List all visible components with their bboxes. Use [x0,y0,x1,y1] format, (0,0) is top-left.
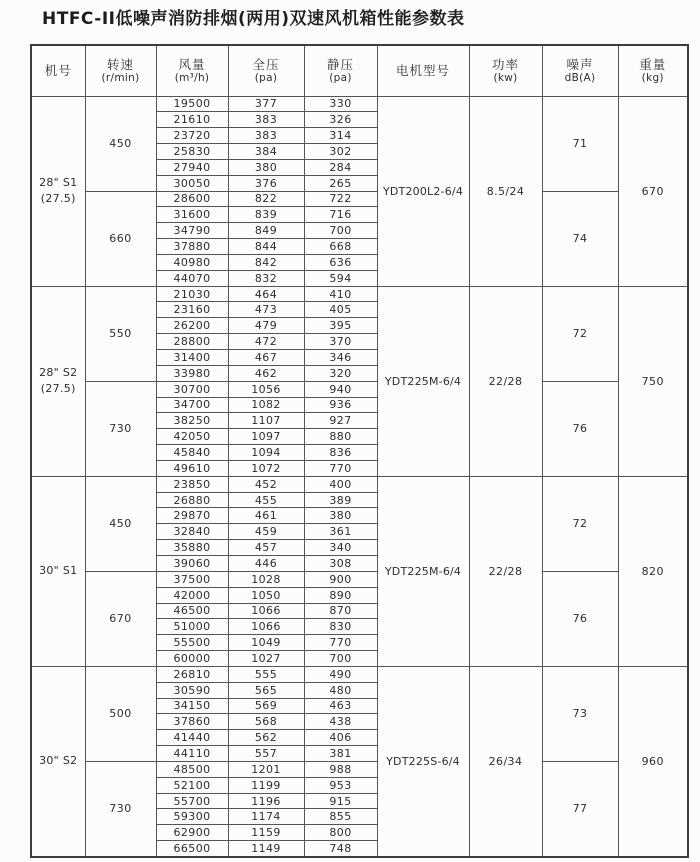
speed-cell: 730 [85,381,156,476]
static-pressure-cell: 748 [304,841,377,857]
static-pressure-cell: 405 [304,302,377,318]
static-pressure-cell: 346 [304,350,377,366]
static-pressure-cell: 480 [304,682,377,698]
header-label: 功率 [491,56,519,72]
motor-model-cell: YDT225M-6/4 [377,476,469,666]
machine-no-cell [31,286,85,476]
table-body [31,96,688,857]
static-pressure-cell: 800 [304,825,377,841]
speed-cell: 500 [85,666,156,761]
static-pressure-cell: 988 [304,761,377,777]
total-pressure-cell: 555 [228,666,304,682]
air-volume-cell: 30590 [156,682,228,698]
total-pressure-cell: 452 [228,476,304,492]
air-volume-cell: 37860 [156,714,228,730]
static-pressure-cell: 770 [304,460,377,476]
static-pressure-cell: 890 [304,587,377,603]
air-volume-cell: 34700 [156,397,228,413]
air-volume-cell: 30700 [156,381,228,397]
static-pressure-cell: 716 [304,207,377,223]
static-pressure-cell: 389 [304,492,377,508]
air-volume-cell: 31400 [156,350,228,366]
air-volume-cell: 34150 [156,698,228,714]
air-volume-cell: 28800 [156,334,228,350]
total-pressure-cell: 455 [228,492,304,508]
total-pressure-cell: 1028 [228,571,304,587]
static-pressure-cell: 410 [304,286,377,302]
static-pressure-cell: 830 [304,619,377,635]
header-unit: (m³/h) [174,72,210,85]
static-pressure-cell: 400 [304,476,377,492]
power-cell: 22/28 [469,286,542,476]
noise-cell: 76 [542,381,618,476]
air-volume-cell: 30050 [156,175,228,191]
air-volume-cell: 42050 [156,429,228,445]
air-volume-cell: 21030 [156,286,228,302]
machine-no-line1: 28" S1 [39,176,78,190]
header-motor-model [377,45,469,96]
total-pressure-cell: 1049 [228,635,304,651]
static-pressure-cell: 594 [304,270,377,286]
total-pressure-cell: 1072 [228,460,304,476]
speed-cell: 730 [85,761,156,856]
total-pressure-cell: 562 [228,730,304,746]
air-volume-cell: 39060 [156,555,228,571]
total-pressure-cell: 1201 [228,761,304,777]
total-pressure-cell: 467 [228,350,304,366]
air-volume-cell: 45840 [156,445,228,461]
static-pressure-cell: 936 [304,397,377,413]
total-pressure-cell: 839 [228,207,304,223]
total-pressure-cell: 844 [228,239,304,255]
table-row [31,381,688,397]
header-machine-no [31,45,85,96]
total-pressure-cell: 842 [228,254,304,270]
total-pressure-cell: 1174 [228,809,304,825]
total-pressure-cell: 380 [228,159,304,175]
air-volume-cell: 55700 [156,793,228,809]
air-volume-cell: 23850 [156,476,228,492]
table-row [31,286,688,302]
static-pressure-cell: 870 [304,603,377,619]
static-pressure-cell: 700 [304,223,377,239]
static-pressure-cell: 855 [304,809,377,825]
header-speed [85,45,156,96]
air-volume-cell: 31600 [156,207,228,223]
total-pressure-cell: 377 [228,96,304,112]
machine-no-cell [31,476,85,666]
weight-cell: 960 [618,666,688,856]
total-pressure-cell: 383 [228,112,304,128]
total-pressure-cell: 1159 [228,825,304,841]
header-unit: (kw) [493,72,518,85]
static-pressure-cell: 406 [304,730,377,746]
static-pressure-cell: 265 [304,175,377,191]
total-pressure-cell: 1082 [228,397,304,413]
static-pressure-cell: 308 [304,555,377,571]
table-row [31,96,688,112]
table-row [31,476,688,492]
speed-cell: 660 [85,191,156,286]
air-volume-cell: 44070 [156,270,228,286]
static-pressure-cell: 953 [304,777,377,793]
page-title: HTFC-II低噪声消防排烟(两用)双速风机箱性能参数表 [42,9,465,29]
total-pressure-cell: 473 [228,302,304,318]
air-volume-cell: 28600 [156,191,228,207]
total-pressure-cell: 1149 [228,841,304,857]
header-unit: (pa) [254,72,278,85]
total-pressure-cell: 1066 [228,619,304,635]
total-pressure-cell: 565 [228,682,304,698]
static-pressure-cell: 438 [304,714,377,730]
air-volume-cell: 19500 [156,96,228,112]
total-pressure-cell: 1027 [228,651,304,667]
static-pressure-cell: 940 [304,381,377,397]
static-pressure-cell: 770 [304,635,377,651]
air-volume-cell: 46500 [156,603,228,619]
header-label: 电机型号 [395,62,450,78]
air-volume-cell: 49610 [156,460,228,476]
speed-cell: 670 [85,571,156,666]
static-pressure-cell: 380 [304,508,377,524]
total-pressure-cell: 462 [228,365,304,381]
table-header-row [31,45,688,96]
air-volume-cell: 51000 [156,619,228,635]
air-volume-cell: 44110 [156,746,228,762]
static-pressure-cell: 900 [304,571,377,587]
total-pressure-cell: 822 [228,191,304,207]
machine-no-cell [31,666,85,856]
air-volume-cell: 59300 [156,809,228,825]
header-unit: dB(A) [564,72,596,85]
header-unit: (r/min) [101,72,140,85]
air-volume-cell: 29870 [156,508,228,524]
static-pressure-cell: 395 [304,318,377,334]
total-pressure-cell: 1196 [228,793,304,809]
total-pressure-cell: 1056 [228,381,304,397]
air-volume-cell: 52100 [156,777,228,793]
header-air-volume [156,45,228,96]
static-pressure-cell: 370 [304,334,377,350]
air-volume-cell: 38250 [156,413,228,429]
total-pressure-cell: 849 [228,223,304,239]
total-pressure-cell: 1094 [228,445,304,461]
performance-table [30,44,689,858]
total-pressure-cell: 568 [228,714,304,730]
air-volume-cell: 62900 [156,825,228,841]
static-pressure-cell: 722 [304,191,377,207]
air-volume-cell: 25830 [156,144,228,160]
air-volume-cell: 26810 [156,666,228,682]
total-pressure-cell: 464 [228,286,304,302]
noise-cell: 76 [542,571,618,666]
air-volume-cell: 26880 [156,492,228,508]
header-unit: (kg) [641,72,664,85]
total-pressure-cell: 457 [228,540,304,556]
total-pressure-cell: 459 [228,524,304,540]
table-row [31,191,688,207]
table-row [31,761,688,777]
total-pressure-cell: 384 [228,144,304,160]
air-volume-cell: 37880 [156,239,228,255]
total-pressure-cell: 1066 [228,603,304,619]
header-label: 风量 [178,56,206,72]
static-pressure-cell: 314 [304,128,377,144]
total-pressure-cell: 1050 [228,587,304,603]
header-label: 噪声 [566,56,594,72]
static-pressure-cell: 302 [304,144,377,160]
noise-cell: 73 [542,666,618,761]
total-pressure-cell: 461 [228,508,304,524]
machine-no-line2: (27.5) [40,382,76,396]
static-pressure-cell: 320 [304,365,377,381]
air-volume-cell: 33980 [156,365,228,381]
air-volume-cell: 37500 [156,571,228,587]
static-pressure-cell: 361 [304,524,377,540]
static-pressure-cell: 915 [304,793,377,809]
noise-cell: 72 [542,286,618,381]
machine-no-cell [31,96,85,286]
header-label: 转速 [106,56,134,72]
weight-cell: 820 [618,476,688,666]
header-unit: (pa) [329,72,352,85]
noise-cell: 72 [542,476,618,571]
air-volume-cell: 23720 [156,128,228,144]
static-pressure-cell: 490 [304,666,377,682]
total-pressure-cell: 557 [228,746,304,762]
speed-cell: 450 [85,96,156,191]
header-label: 静压 [326,56,354,72]
total-pressure-cell: 479 [228,318,304,334]
static-pressure-cell: 340 [304,540,377,556]
machine-no-line2: (27.5) [40,192,76,206]
total-pressure-cell: 569 [228,698,304,714]
total-pressure-cell: 1097 [228,429,304,445]
machine-no-line1: 28" S2 [39,366,78,380]
header-label: 机号 [44,62,72,78]
total-pressure-cell: 1107 [228,413,304,429]
static-pressure-cell: 927 [304,413,377,429]
power-cell: 22/28 [469,476,542,666]
static-pressure-cell: 381 [304,746,377,762]
air-volume-cell: 66500 [156,841,228,857]
air-volume-cell: 42000 [156,587,228,603]
static-pressure-cell: 326 [304,112,377,128]
header-label: 全压 [252,56,280,72]
noise-cell: 71 [542,96,618,191]
weight-cell: 670 [618,96,688,286]
static-pressure-cell: 330 [304,96,377,112]
table-row [31,666,688,682]
air-volume-cell: 32840 [156,524,228,540]
motor-model-cell: YDT225S-6/4 [377,666,469,856]
static-pressure-cell: 636 [304,254,377,270]
machine-no-line1: 30" S1 [39,564,78,578]
header-total-pressure [228,45,304,96]
static-pressure-cell: 284 [304,159,377,175]
air-volume-cell: 55500 [156,635,228,651]
weight-cell: 750 [618,286,688,476]
static-pressure-cell: 463 [304,698,377,714]
air-volume-cell: 23160 [156,302,228,318]
air-volume-cell: 35880 [156,540,228,556]
power-cell: 26/34 [469,666,542,856]
air-volume-cell: 41440 [156,730,228,746]
table-row [31,571,688,587]
static-pressure-cell: 880 [304,429,377,445]
power-cell: 8.5/24 [469,96,542,286]
total-pressure-cell: 446 [228,555,304,571]
static-pressure-cell: 668 [304,239,377,255]
noise-cell: 77 [542,761,618,856]
total-pressure-cell: 383 [228,128,304,144]
air-volume-cell: 34790 [156,223,228,239]
motor-model-cell: YDT200L2-6/4 [377,96,469,286]
header-weight [618,45,688,96]
static-pressure-cell: 700 [304,651,377,667]
air-volume-cell: 60000 [156,651,228,667]
speed-cell: 550 [85,286,156,381]
static-pressure-cell: 836 [304,445,377,461]
total-pressure-cell: 832 [228,270,304,286]
air-volume-cell: 21610 [156,112,228,128]
air-volume-cell: 40980 [156,254,228,270]
air-volume-cell: 48500 [156,761,228,777]
air-volume-cell: 27940 [156,159,228,175]
noise-cell: 74 [542,191,618,286]
total-pressure-cell: 472 [228,334,304,350]
speed-cell: 450 [85,476,156,571]
machine-no-line1: 30" S2 [39,754,78,768]
header-power [469,45,542,96]
header-noise [542,45,618,96]
header-static-pressure [304,45,377,96]
air-volume-cell: 26200 [156,318,228,334]
motor-model-cell: YDT225M-6/4 [377,286,469,476]
header-label: 重量 [639,56,667,72]
total-pressure-cell: 376 [228,175,304,191]
total-pressure-cell: 1199 [228,777,304,793]
